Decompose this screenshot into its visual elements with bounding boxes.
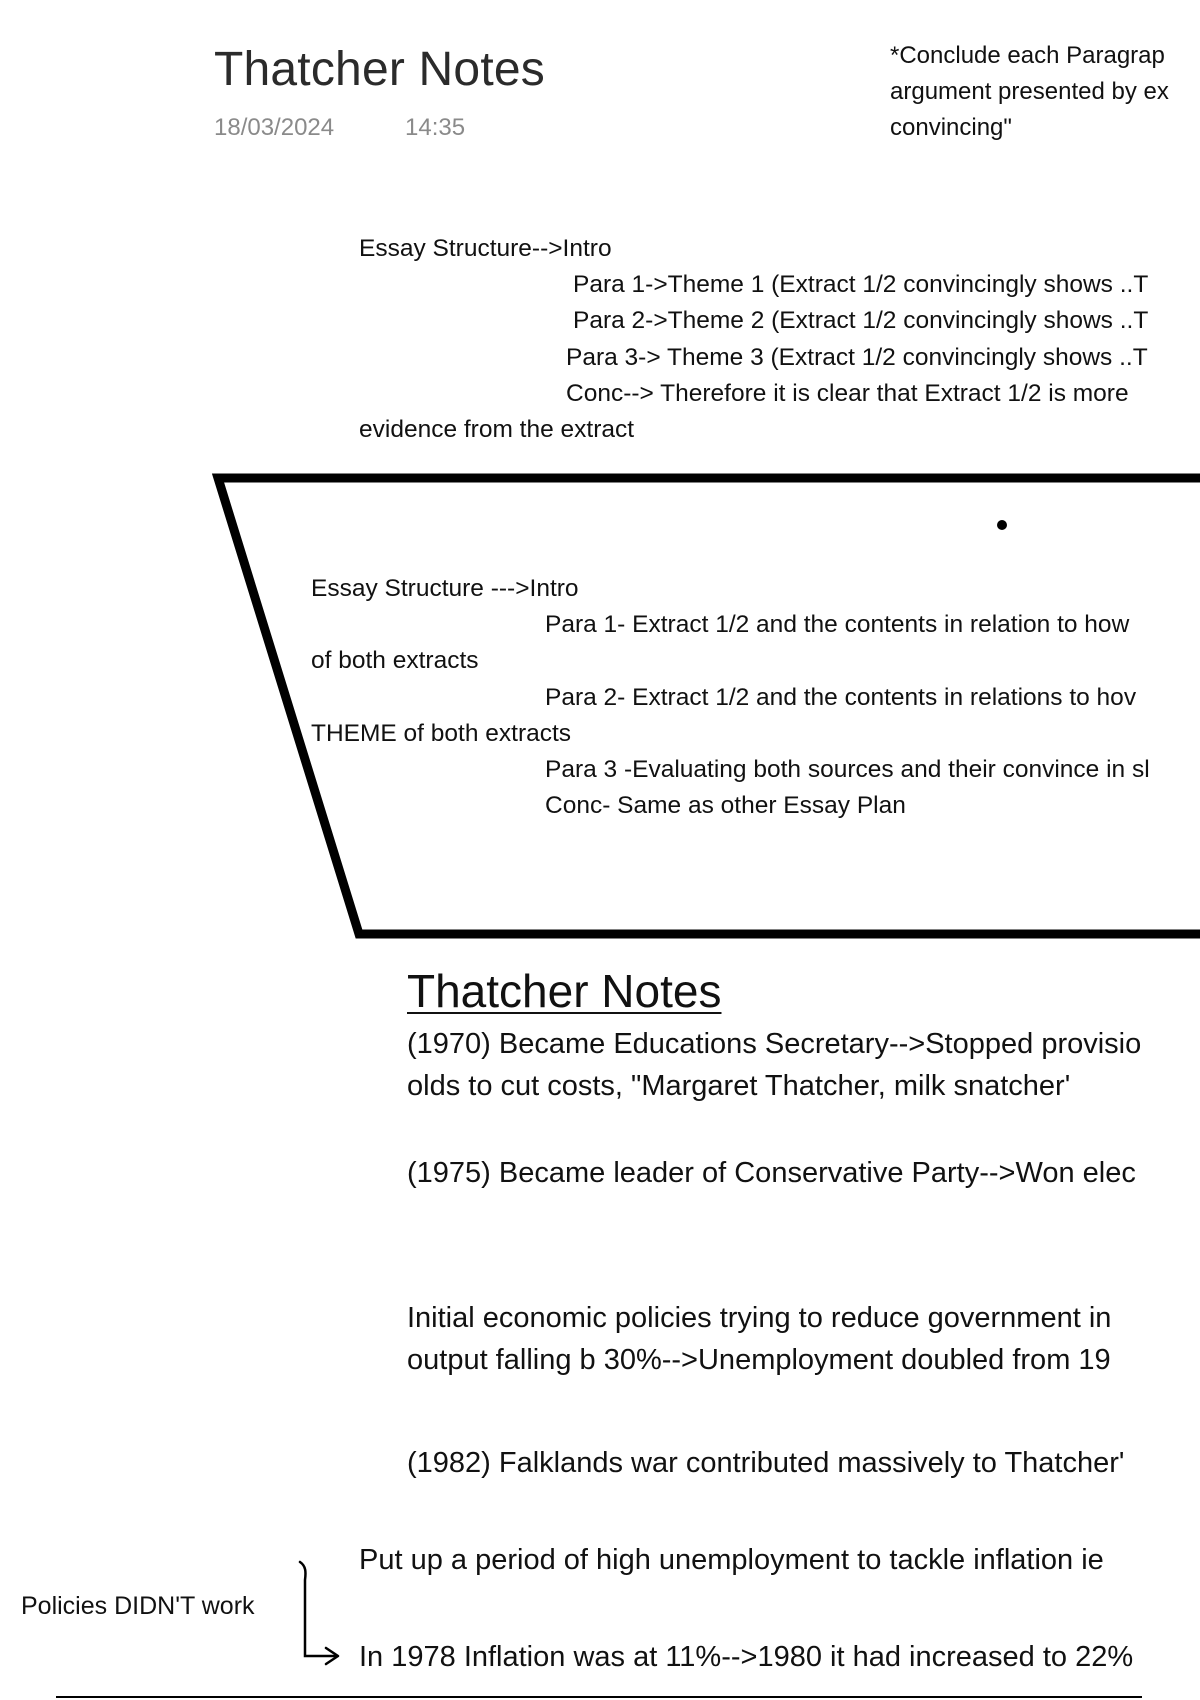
arrow-head (326, 1648, 338, 1664)
note-line: Put up a period of high unemployment to tackle inflation ie (359, 1544, 1104, 1576)
essay-plan-line: Para 2- Extract 1/2 and the contents in relations to hov (545, 684, 1137, 711)
notes-heading: Thatcher Notes (407, 965, 722, 1017)
side-note-line: *Conclude each Paragrap (890, 42, 1165, 69)
note-line: output falling b 30%-->Unemployment doubled from 19 (407, 1344, 1111, 1376)
essay-plan-line: Para 3 -Evaluating both sources and their convince in sl (545, 756, 1150, 783)
page-title: Thatcher Notes (214, 43, 545, 96)
page-date: 18/03/2024 (214, 114, 335, 141)
essay-plan-line: THEME of both extracts (311, 720, 572, 747)
note-line: (1982) Falklands war contributed massively to Thatcher' (407, 1447, 1125, 1479)
essay-plan-line: Para 2->Theme 2 (Extract 1/2 convincingly shows ..T (573, 307, 1149, 334)
essay-plan-line: Para 1- Extract 1/2 and the contents in relation to how (545, 611, 1130, 638)
essay-plan-line: Conc--> Therefore it is clear that Extract 1/2 is more (566, 380, 1129, 407)
essay-plan-line: of both extracts (311, 647, 479, 674)
essay-plan-line: Para 1->Theme 1 (Extract 1/2 convincingly shows ..T (573, 271, 1149, 298)
annotation-label: Policies DIDN'T work (21, 1592, 255, 1620)
essay-plan-line: Essay Structure --->Intro (311, 575, 579, 602)
side-note-line: convincing" (890, 114, 1012, 141)
essay-plan-line: Para 3-> Theme 3 (Extract 1/2 convincingly shows ..T (566, 344, 1148, 371)
bracket-arrow (300, 1562, 336, 1656)
page-time: 14:35 (405, 114, 466, 141)
side-note-line: argument presented by ex (890, 78, 1169, 105)
note-line: Initial economic policies trying to reduce government in (407, 1302, 1112, 1334)
ink-dot (997, 520, 1007, 530)
essay-plan-line: evidence from the extract (359, 416, 635, 443)
essay-plan-line: Conc- Same as other Essay Plan (545, 792, 906, 819)
essay-plan-line: Essay Structure-->Intro (359, 235, 612, 262)
note-line: (1975) Became leader of Conservative Party-->Won elec (407, 1157, 1136, 1189)
note-line: In 1978 Inflation was at 11%-->1980 it had increased to 22% (359, 1641, 1134, 1673)
note-line: (1970) Became Educations Secretary-->Stopped provisio (407, 1028, 1142, 1060)
note-line: olds to cut costs, "Margaret Thatcher, milk snatcher' (407, 1070, 1071, 1102)
